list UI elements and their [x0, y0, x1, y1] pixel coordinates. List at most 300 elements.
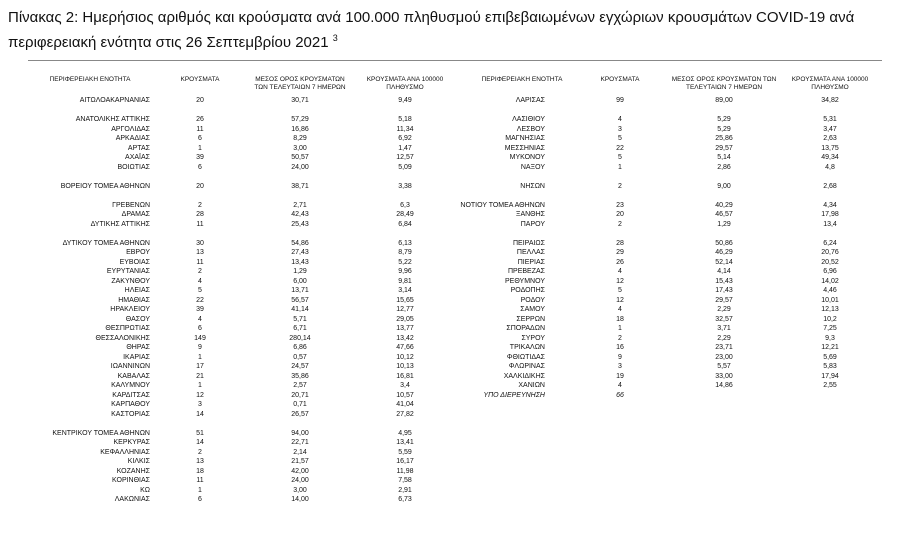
avg7-cell: 2,14 [293, 448, 307, 456]
rate-cell: 6,24 [823, 239, 837, 247]
table-row [0, 334, 900, 343]
unit-name-cell: ΜΑΓΝΗΣΙΑΣ [505, 135, 545, 142]
unit-name-cell: ΔΥΤΙΚΗΣ ΑΤΤΙΚΗΣ [90, 220, 150, 228]
avg7-cell: 22,71 [291, 439, 309, 446]
cases-cell: 12 [196, 391, 204, 399]
table-row [0, 182, 900, 191]
avg7-cell: 4,14 [717, 268, 731, 275]
table-row [0, 429, 900, 438]
cases-cell: 23 [616, 201, 624, 209]
unit-name-cell: ΗΡΑΚΛΕΙΟΥ [110, 306, 150, 313]
rate-cell: 9,96 [398, 268, 412, 275]
unit-name-cell: ΦΛΩΡΙΝΑΣ [508, 363, 545, 370]
rate-cell: 41,04 [396, 401, 414, 408]
cases-cell: 29 [616, 249, 624, 256]
unit-name-cell: ΤΡΙΚΑΛΩΝ [509, 344, 545, 351]
rate-cell: 12,13 [821, 306, 839, 313]
rate-cell: 5,59 [398, 448, 412, 456]
avg7-cell: 41,14 [291, 306, 309, 313]
avg7-cell: 9,00 [717, 182, 731, 190]
avg7-cell: 29,57 [715, 144, 733, 152]
table-row [0, 286, 900, 295]
avg7-cell: 33,00 [715, 372, 733, 380]
rate-cell: 4,95 [398, 429, 412, 437]
avg7-cell: 50,86 [715, 239, 733, 247]
table-row [0, 391, 900, 400]
unit-name-cell: ΚΕΡΚΥΡΑΣ [113, 439, 150, 446]
caption-text: Πίνακας 2: Ημερήσιος αριθμός και κρούσματα ανά 100.000 πληθυσμού επιβεβαιωμένων εγχώριων κρουσμάτων COVID-19 ανά περιφερειακή ενότητα στις 26 Σεπτεμβρίου 2021 [8, 9, 855, 51]
rate-cell: 6,73 [398, 496, 412, 503]
cases-cell: 1 [618, 325, 622, 332]
rate-cell: 3,14 [398, 287, 412, 294]
avg7-cell: 17,43 [715, 287, 733, 294]
table-row [0, 96, 900, 105]
table-row [0, 229, 900, 238]
cases-cell: 20 [616, 211, 624, 218]
avg7-cell: 24,00 [291, 477, 309, 484]
avg7-cell: 6,00 [293, 277, 307, 285]
table-row [0, 343, 900, 352]
table-row [0, 410, 900, 419]
rate-cell: 4,8 [825, 163, 835, 171]
unit-name-cell: ΚΑΒΑΛΑΣ [117, 372, 150, 380]
table-row [0, 163, 900, 172]
cases-cell: 2 [198, 448, 202, 456]
unit-name-cell: ΠΑΡΟΥ [520, 220, 545, 228]
rate-cell: 13,4 [823, 220, 837, 228]
cases-cell: 1 [198, 486, 202, 494]
unit-name-cell: ΘΑΣΟΥ [125, 315, 150, 323]
table-row [0, 495, 900, 504]
avg7-cell: 46,29 [715, 249, 733, 256]
avg7-cell: 5,14 [717, 154, 731, 161]
rate-cell: 10,12 [396, 353, 414, 361]
unit-name-cell: ΔΡΑΜΑΣ [121, 211, 150, 218]
rate-cell: 4,34 [823, 201, 837, 209]
cases-cell: 28 [616, 239, 624, 247]
rate-cell: 5,69 [823, 353, 837, 361]
unit-name-cell: ΘΕΣΣΑΛΟΝΙΚΗΣ [95, 334, 150, 342]
rate-cell: 9,3 [825, 334, 835, 342]
rate-cell: 17,98 [821, 211, 839, 218]
rate-cell: 6,96 [823, 268, 837, 275]
unit-name-cell: ΑΡΤΑΣ [127, 144, 150, 152]
cases-cell: 30 [196, 239, 204, 247]
table-row [0, 315, 900, 324]
unit-name-cell: ΞΑΝΘΗΣ [515, 211, 545, 218]
avg7-cell: 2,71 [293, 201, 307, 209]
avg7-cell: 13,71 [291, 287, 309, 294]
avg7-cell: 1,29 [293, 268, 307, 275]
rate-cell: 47,66 [396, 344, 414, 351]
avg7-cell: 25,86 [715, 135, 733, 142]
unit-name-cell: ΑΧΑΪΑΣ [125, 154, 150, 161]
avg7-cell: 5,29 [717, 125, 731, 133]
unit-name-cell: ΜΥΚΟΝΟΥ [509, 154, 545, 161]
cases-cell: 22 [616, 144, 624, 152]
table-row [0, 106, 900, 115]
avg7-cell: 3,00 [293, 486, 307, 494]
table-row [0, 210, 900, 219]
table-row [0, 172, 900, 181]
unit-name-cell: ΚΑΡΠΑΘΟΥ [111, 401, 150, 408]
rate-cell: 12,57 [396, 154, 414, 161]
rate-cell: 15,65 [396, 296, 414, 304]
rate-cell: 17,94 [821, 372, 839, 380]
unit-name-cell: ΒΟΙΩΤΙΑΣ [117, 163, 150, 171]
cases-cell: 13 [196, 458, 204, 465]
cases-cell: 39 [196, 154, 204, 161]
rate-cell: 16,17 [396, 458, 414, 465]
unit-name-cell: ΑΡΓΟΛΙΔΑΣ [111, 125, 150, 133]
unit-name-cell: ΚΑΣΤΟΡΙΑΣ [111, 410, 150, 418]
cases-cell: 12 [616, 277, 624, 285]
unit-name-cell: ΗΛΕΙΑΣ [124, 287, 150, 294]
rate-cell: 8,79 [398, 249, 412, 256]
unit-name-cell: ΝΗΣΩΝ [520, 182, 545, 190]
rate-cell: 1,47 [398, 144, 412, 152]
rate-cell: 11,34 [396, 125, 414, 133]
unit-name-cell: ΑΡΚΑΔΙΑΣ [115, 135, 150, 142]
table-row [0, 144, 900, 153]
caption-divider [28, 60, 882, 61]
cases-cell: 3 [618, 125, 622, 133]
avg7-cell: 1,29 [717, 220, 731, 228]
cases-cell: 19 [616, 372, 624, 380]
table-row [0, 448, 900, 457]
table-row [0, 239, 900, 248]
table-row [0, 296, 900, 305]
cases-cell: 2 [618, 334, 622, 342]
table-row [0, 381, 900, 390]
table-row [0, 248, 900, 257]
avg7-cell: 89,00 [715, 97, 733, 104]
rate-cell: 20,52 [821, 258, 839, 266]
rate-cell: 34,82 [821, 97, 839, 104]
left-header-unit: ΠΕΡΙΦΕΡΕΙΑΚΗ ΕΝΟΤΗΤΑ [49, 76, 131, 83]
rate-cell: 16,81 [396, 372, 414, 380]
avg7-cell: 14,00 [291, 496, 309, 503]
table-caption [8, 8, 888, 53]
cases-cell: 5 [618, 287, 622, 294]
rate-cell: 7,25 [823, 325, 837, 332]
table-row [0, 220, 900, 229]
avg7-cell: 40,29 [715, 201, 733, 209]
unit-name-cell: ΘΗΡΑΣ [126, 344, 150, 351]
rate-cell: 13,75 [821, 144, 839, 152]
cases-cell: 4 [618, 268, 622, 275]
table-row [0, 267, 900, 276]
cases-cell: 1 [618, 163, 622, 171]
unit-name-cell: ΓΡΕΒΕΝΩΝ [112, 201, 150, 209]
cases-cell: 20 [196, 97, 204, 104]
unit-name-cell: ΠΡΕΒΕΖΑΣ [507, 268, 545, 275]
left-header-avg7: ΜΕΣΟΣ ΟΡΟΣ ΚΡΟΥΣΜΑΤΩΝ ΤΩΝ ΤΕΛΕΥΤΑΙΩΝ 7 ΗΜΕΡΩΝ [254, 76, 346, 91]
unit-name-cell: ΝΟΤΙΟΥ ΤΟΜΕΑ ΑΘΗΝΩΝ [460, 201, 545, 209]
unit-name-cell: ΦΘΙΩΤΙΔΑΣ [506, 353, 545, 361]
cases-cell: 2 [618, 220, 622, 228]
left-header-cases: ΚΡΟΥΣΜΑΤΑ [180, 76, 220, 83]
avg7-cell: 32,57 [715, 315, 733, 323]
cases-cell: 17 [196, 363, 204, 370]
unit-name-cell: ΚΑΛΥΜΝΟΥ [111, 382, 150, 389]
rate-cell: 2,55 [823, 382, 837, 389]
rate-cell: 2,91 [398, 486, 412, 494]
table-row [0, 457, 900, 466]
footnote-marker: 3 [332, 33, 338, 43]
cases-cell: 14 [196, 439, 204, 446]
table-row [0, 191, 900, 200]
unit-name-cell: ΣΠΟΡΑΔΩΝ [506, 325, 545, 332]
table-row [0, 353, 900, 362]
avg7-cell: 30,71 [291, 97, 309, 104]
unit-name-cell: ΠΕΙΡΑΙΩΣ [513, 239, 545, 247]
cases-cell: 21 [196, 372, 204, 380]
avg7-cell: 94,00 [291, 429, 309, 437]
table-row [0, 467, 900, 476]
avg7-cell: 42,00 [291, 467, 309, 475]
rate-cell: 27,82 [396, 410, 414, 418]
avg7-cell: 13,43 [291, 258, 309, 266]
avg7-cell: 27,43 [291, 249, 309, 256]
rate-cell: 5,22 [398, 258, 412, 266]
unit-name-cell: ΑΝΑΤΟΛΙΚΗΣ ΑΤΤΙΚΗΣ [75, 116, 150, 123]
unit-name-cell: ΙΚΑΡΙΑΣ [123, 353, 150, 361]
unit-name-cell: ΜΕΣΣΗΝΙΑΣ [504, 144, 545, 152]
unit-name-cell: ΚΑΡΔΙΤΣΑΣ [112, 391, 150, 399]
avg7-cell: 5,29 [717, 116, 731, 123]
unit-name-cell: ΑΙΤΩΛΟΑΚΑΡΝΑΝΙΑΣ [79, 97, 150, 104]
unit-name-cell: ΛΑΚΩΝΙΑΣ [114, 496, 150, 503]
table-row [0, 438, 900, 447]
rate-cell: 5,83 [823, 363, 837, 370]
right-header-cases: ΚΡΟΥΣΜΑΤΑ [600, 76, 640, 83]
table-row [0, 419, 900, 428]
avg7-cell: 2,57 [293, 382, 307, 389]
avg7-cell: 21,57 [291, 458, 309, 465]
unit-name-cell: ΗΜΑΘΙΑΣ [118, 296, 150, 304]
cases-cell: 4 [618, 306, 622, 313]
avg7-cell: 50,57 [291, 154, 309, 161]
avg7-cell: 5,71 [293, 315, 307, 323]
avg7-cell: 5,57 [717, 363, 731, 370]
unit-name-cell: ΣΑΜΟΥ [520, 306, 545, 313]
avg7-cell: 0,57 [293, 353, 307, 361]
unit-name-cell: ΡΟΔΟΥ [520, 296, 545, 304]
table-row [0, 134, 900, 143]
avg7-cell: 54,86 [291, 239, 309, 247]
avg7-cell: 57,29 [291, 116, 309, 123]
unit-name-cell: ΡΕΘΥΜΝΟΥ [504, 277, 545, 285]
avg7-cell: 2,29 [717, 306, 731, 313]
cases-cell: 26 [616, 258, 624, 266]
cases-cell: 11 [196, 220, 204, 228]
cases-cell: 1 [198, 353, 202, 361]
rate-cell: 20,76 [821, 249, 839, 256]
rate-cell: 7,58 [398, 477, 412, 484]
avg7-cell: 38,71 [291, 182, 309, 190]
table-row [0, 125, 900, 134]
unit-name-cell: ΥΠΟ ΔΙΕΡΕΥΝΗΣΗ [483, 391, 545, 399]
avg7-cell: 42,43 [291, 211, 309, 218]
avg7-cell: 23,00 [715, 353, 733, 361]
table-row [0, 258, 900, 267]
rate-cell: 3,4 [400, 382, 410, 389]
avg7-cell: 29,57 [715, 296, 733, 304]
rate-cell: 3,47 [823, 125, 837, 133]
cases-cell: 1 [198, 144, 202, 152]
cases-cell: 4 [618, 116, 622, 123]
rate-cell: 14,02 [821, 277, 839, 285]
rate-cell: 29,05 [396, 315, 414, 323]
unit-name-cell: ΚΙΛΚΙΣ [127, 458, 150, 465]
table-row [0, 201, 900, 210]
cases-cell: 2 [198, 268, 202, 275]
cases-cell: 5 [618, 135, 622, 142]
rate-cell: 9,49 [398, 97, 412, 104]
cases-cell: 11 [196, 477, 204, 484]
avg7-cell: 15,43 [715, 277, 733, 285]
avg7-cell: 280,14 [289, 334, 311, 342]
table-row [0, 486, 900, 495]
cases-cell: 4 [618, 382, 622, 389]
cases-cell: 5 [198, 287, 202, 294]
rate-cell: 12,77 [396, 306, 414, 313]
cases-cell: 149 [194, 334, 206, 342]
unit-name-cell: ΡΟΔΟΠΗΣ [510, 287, 545, 294]
rate-cell: 6,13 [398, 239, 412, 247]
cases-cell: 12 [616, 296, 624, 304]
cases-cell: 39 [196, 306, 204, 313]
unit-name-cell: ΖΑΚΥΝΘΟΥ [111, 277, 150, 285]
table-row [0, 372, 900, 381]
cases-cell: 6 [198, 496, 202, 503]
unit-name-cell: ΘΕΣΠΡΩΤΙΑΣ [105, 325, 150, 332]
avg7-cell: 24,00 [291, 163, 309, 171]
rate-cell: 5,18 [398, 116, 412, 123]
unit-name-cell: ΚΩ [140, 486, 150, 494]
cases-cell: 9 [198, 344, 202, 351]
unit-name-cell: ΠΕΛΛΑΣ [516, 249, 545, 256]
unit-name-cell: ΧΑΝΙΩΝ [518, 382, 545, 389]
table-row [0, 362, 900, 371]
unit-name-cell: ΧΑΛΚΙΔΙΚΗΣ [503, 372, 545, 380]
unit-name-cell: ΕΒΡΟΥ [126, 249, 150, 256]
table-row [0, 277, 900, 286]
avg7-cell: 23,71 [715, 344, 733, 351]
unit-name-cell: ΚΟΡΙΝΘΙΑΣ [112, 477, 150, 484]
rate-cell: 2,63 [823, 135, 837, 142]
avg7-cell: 35,86 [291, 372, 309, 380]
cases-cell: 4 [198, 277, 202, 285]
cases-cell: 2 [198, 201, 202, 209]
cases-cell: 6 [198, 163, 202, 171]
rate-cell: 5,09 [398, 163, 412, 171]
table-row [0, 476, 900, 485]
table-row [0, 115, 900, 124]
cases-cell: 2 [618, 182, 622, 190]
cases-cell: 3 [618, 363, 622, 370]
right-header-rate: ΚΡΟΥΣΜΑΤΑ ΑΝΑ 100000 ΠΛΗΘΥΣΜΟ [791, 76, 869, 91]
rate-cell: 10,2 [823, 315, 837, 323]
cases-cell: 6 [198, 325, 202, 332]
unit-name-cell: ΝΑΞΟΥ [520, 163, 545, 171]
avg7-cell: 6,86 [293, 344, 307, 351]
rate-cell: 12,21 [821, 344, 839, 351]
cases-cell: 13 [196, 249, 204, 256]
rate-cell: 6,3 [400, 201, 410, 209]
avg7-cell: 56,57 [291, 296, 309, 304]
unit-name-cell: ΕΥΒΟΙΑΣ [119, 258, 150, 266]
left-header-rate: ΚΡΟΥΣΜΑΤΑ ΑΝΑ 100000 ΠΛΗΘΥΣΜΟ [366, 76, 444, 91]
table-row [0, 153, 900, 162]
rate-cell: 4,46 [823, 287, 837, 294]
rate-cell: 10,01 [821, 296, 839, 304]
unit-name-cell: ΚΕΝΤΡΙΚΟΥ ΤΟΜΕΑ ΑΘΗΝΩΝ [52, 429, 150, 437]
avg7-cell: 2,86 [717, 163, 731, 171]
cases-cell: 11 [196, 258, 204, 266]
rate-cell: 11,98 [396, 467, 414, 475]
cases-cell: 22 [196, 296, 204, 304]
rate-cell: 6,84 [398, 220, 412, 228]
rate-cell: 5,31 [823, 116, 837, 123]
cases-cell: 66 [616, 391, 624, 399]
unit-name-cell: ΙΩΑΝΝΙΝΩΝ [110, 363, 150, 370]
unit-name-cell: ΛΑΡΙΣΑΣ [515, 97, 545, 104]
cases-cell: 9 [618, 353, 622, 361]
rate-cell: 6,92 [398, 135, 412, 142]
rate-cell: 3,38 [398, 182, 412, 190]
cases-cell: 16 [616, 344, 624, 351]
rate-cell: 13,42 [396, 334, 414, 342]
unit-name-cell: ΚΕΦΑΛΛΗΝΙΑΣ [100, 448, 150, 456]
avg7-cell: 8,29 [293, 135, 307, 142]
avg7-cell: 26,57 [291, 410, 309, 418]
cases-cell: 26 [196, 116, 204, 123]
cases-cell: 99 [616, 97, 624, 104]
avg7-cell: 3,71 [717, 325, 731, 332]
unit-name-cell: ΔΥΤΙΚΟΥ ΤΟΜΕΑ ΑΘΗΝΩΝ [62, 239, 150, 247]
cases-cell: 14 [196, 410, 204, 418]
cases-cell: 3 [198, 401, 202, 408]
avg7-cell: 14,86 [715, 382, 733, 389]
cases-cell: 5 [618, 154, 622, 161]
rate-cell: 2,68 [823, 182, 837, 190]
rate-cell: 49,34 [821, 154, 839, 161]
avg7-cell: 2,29 [717, 334, 731, 342]
table-row [0, 305, 900, 314]
unit-name-cell: ΛΕΣΒΟΥ [516, 125, 545, 133]
rate-cell: 9,81 [398, 277, 412, 285]
avg7-cell: 0,71 [293, 401, 307, 408]
unit-name-cell: ΛΑΣΙΘΙΟΥ [512, 116, 545, 123]
avg7-cell: 20,71 [291, 391, 309, 399]
table-row [0, 400, 900, 409]
right-header-unit: ΠΕΡΙΦΕΡΕΙΑΚΗ ΕΝΟΤΗΤΑ [481, 76, 563, 83]
table-row [0, 324, 900, 333]
unit-name-cell: ΕΥΡΥΤΑΝΙΑΣ [106, 268, 150, 275]
rate-cell: 10,13 [396, 363, 414, 370]
avg7-cell: 52,14 [715, 258, 733, 266]
avg7-cell: 46,57 [715, 211, 733, 218]
cases-cell: 18 [616, 315, 624, 323]
avg7-cell: 24,57 [291, 363, 309, 370]
rate-cell: 10,57 [396, 391, 414, 399]
cases-cell: 18 [196, 467, 204, 475]
unit-name-cell: ΒΟΡΕΙΟΥ ΤΟΜΕΑ ΑΘΗΝΩΝ [60, 182, 150, 190]
unit-name-cell: ΣΥΡΟΥ [521, 334, 545, 342]
cases-cell: 28 [196, 211, 204, 218]
